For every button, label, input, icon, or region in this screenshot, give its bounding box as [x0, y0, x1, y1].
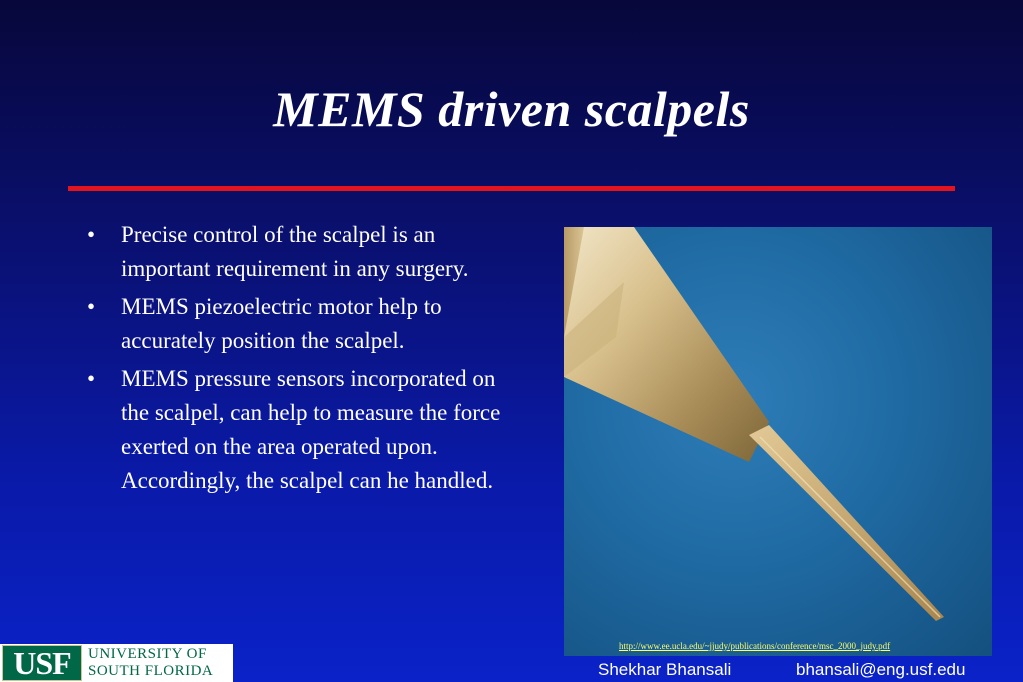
usf-logo — [0, 644, 233, 682]
source-link[interactable]: http://www.ee.ucla.edu/~jjudy/publications/conference/msc_2000_judy.pdf — [619, 641, 891, 651]
bullet-dot: • — [87, 294, 96, 319]
footer-author: Shekhar Bhansali — [598, 660, 732, 679]
bullet-dot: • — [87, 222, 96, 247]
bullet-item — [85, 290, 505, 358]
scalpel-illustration — [564, 227, 992, 656]
slide-title: MEMS driven scalpels — [273, 81, 750, 137]
usf-logo-line2: SOUTH FLORIDA — [88, 663, 214, 679]
usf-logo-wordmark — [88, 646, 213, 680]
bullet-text: MEMS piezoelectric motor help to accurately position the scalpel. — [121, 294, 442, 353]
usf-logo-line1: UNIVERSITY OF — [88, 646, 207, 662]
title-divider — [68, 186, 955, 191]
footer-email: bhansali@eng.usf.edu — [796, 660, 966, 679]
bullet-list — [85, 218, 505, 502]
scalpel-photo — [564, 227, 992, 656]
bullet-item — [85, 218, 505, 286]
usf-logo-mark: USF — [2, 645, 82, 681]
bullet-item — [85, 362, 505, 498]
bullet-text: Precise control of the scalpel is an important requirement in any surgery. — [121, 222, 469, 281]
bullet-text: MEMS pressure sensors incorporated on the scalpel, can help to measure the force exerted on the area operated upon. Accordingly, the scalpel can he handled. — [121, 366, 501, 493]
bullet-dot: • — [87, 366, 96, 391]
